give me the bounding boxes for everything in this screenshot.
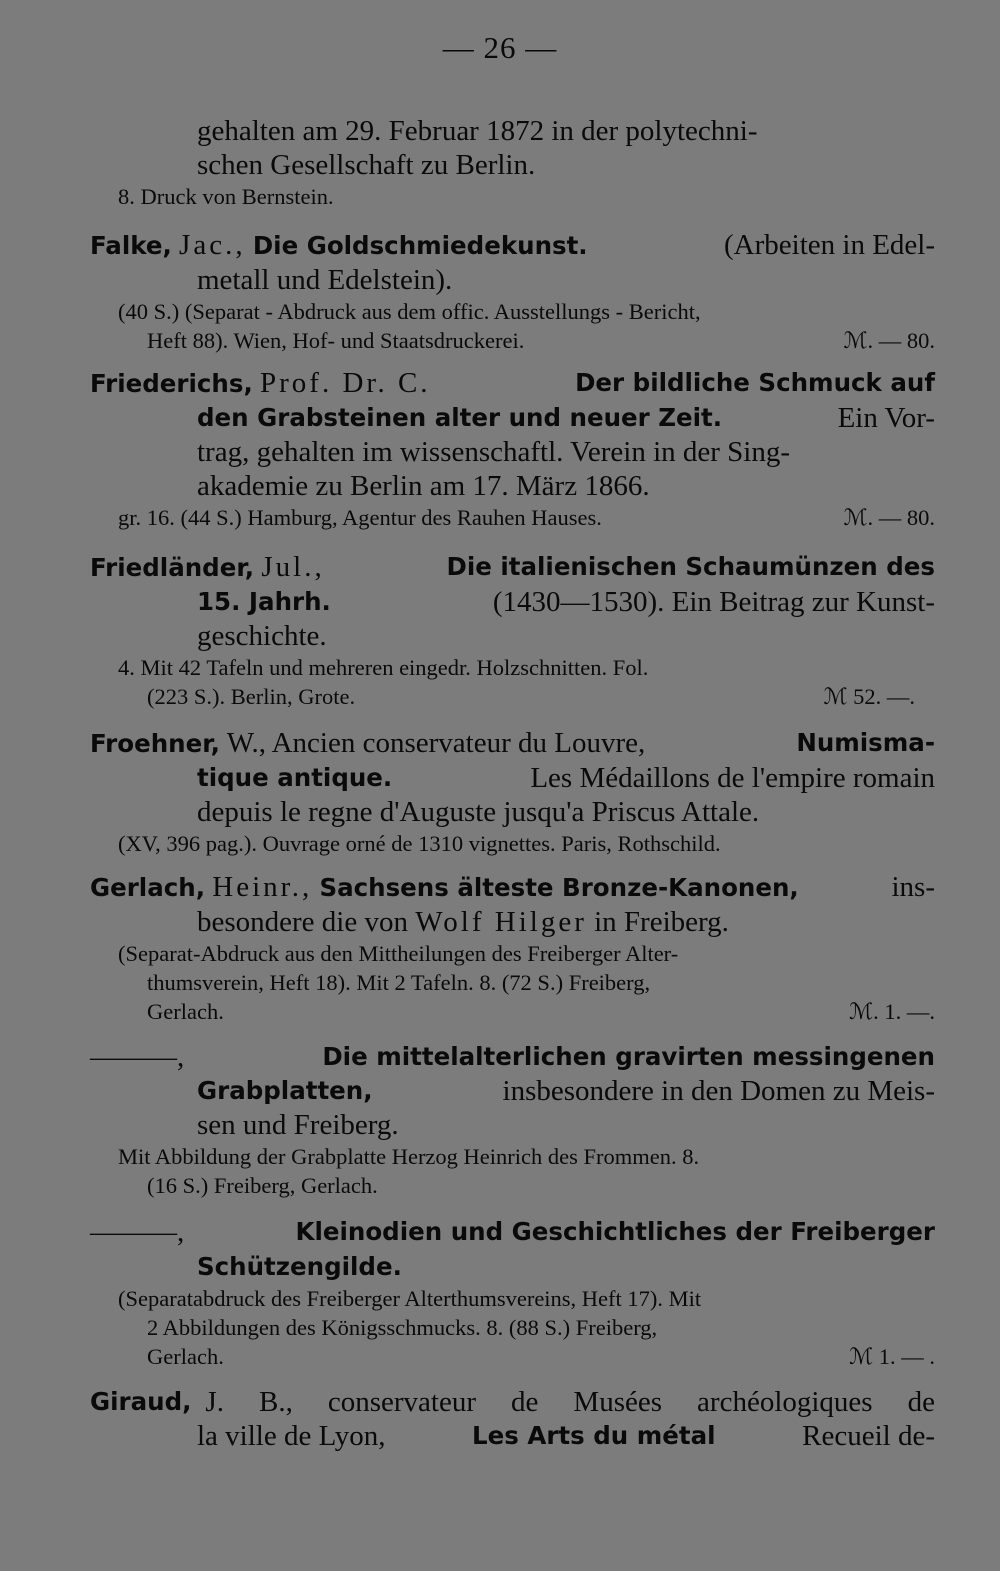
publication-note (90, 326, 935, 355)
entry-text: besondere die von (197, 906, 408, 938)
entry-text-line: metall und Edelstein). (197, 264, 453, 296)
entry-text-line: schen Gesellschaft zu Berlin. (197, 149, 536, 181)
price: ℳ. — 80. (843, 328, 935, 353)
entry-text: J. B., conservateur de Musées archéologiques de (205, 1386, 935, 1418)
author-name: Falke, (90, 231, 172, 260)
publication-note: (40 S.) (Separat - Abdruck aus dem offic. Ausstellungs - Bericht, (118, 299, 701, 324)
author-name: Friedländer, (90, 553, 255, 582)
price: ℳ. — 80. (843, 505, 935, 530)
work-title: Die italienischen Schaumünzen des (446, 552, 935, 581)
work-title: Grabplatten, (197, 1076, 373, 1105)
entry-text-line: sen und Freiberg. (197, 1109, 399, 1141)
publication-note: 2 Abbildungen des Königsschmucks. 8. (88 S.) Freiberg, (147, 1315, 658, 1340)
entry-heading-line (90, 726, 935, 761)
author-firstname: Heinr., (212, 871, 313, 903)
entry-text-line: geschichte. (197, 620, 327, 652)
entry-text: (1430—1530). Ein Beitrag zur Kunst- (492, 586, 935, 618)
ditto-dash: ———, (90, 1216, 185, 1248)
work-title: Sachsens älteste Bronze-Kanonen, (319, 873, 799, 902)
work-title: Les Arts du métal (472, 1421, 716, 1450)
entry-text: ins- (891, 871, 935, 903)
entry-continuation (90, 114, 935, 211)
publication-note (90, 503, 935, 532)
publication-note: (Separat-Abdruck aus den Mittheilungen des Freiberger Alter- (118, 941, 679, 966)
author-firstname: Jul., (261, 551, 325, 583)
publication-note-text: gr. 16. (44 S.) Hamburg, Agentur des Rauhen Hauses. (118, 505, 602, 530)
publication-note: (16 S.) Freiberg, Gerlach. (147, 1173, 378, 1198)
publication-note: thumsverein, Heft 18). Mit 2 Tafeln. 8. (72 S.) Freiberg, (147, 970, 651, 995)
entry-heading-line (90, 1215, 935, 1249)
ditto-dash: ———, (90, 1041, 185, 1073)
page-number: — 26 — (442, 30, 558, 65)
person-name: Wolf Hilger (415, 906, 587, 938)
entry-text: Les Médaillons de l'empire romain (530, 762, 935, 794)
work-title: Numisma- (796, 728, 935, 757)
entry-friederichs (90, 366, 935, 532)
work-title: Der bildliche Schmuck auf (575, 368, 935, 397)
entry-grabplatten (90, 1040, 935, 1200)
entry-heading-line (90, 870, 935, 905)
author-name: Gerlach, (90, 873, 206, 902)
work-title: tique antique. (197, 763, 393, 792)
entry-text-line (90, 905, 935, 939)
entry-text: la ville de Lyon, (197, 1420, 386, 1452)
author-firstname: W., (226, 727, 266, 759)
work-title: 15. Jahrh. (197, 587, 331, 616)
entry-froehner (90, 726, 935, 858)
price: ℳ 52. —. (823, 684, 915, 709)
publication-note: (XV, 396 pag.). Ouvrage orné de 1310 vignettes. Paris, Rothschild. (118, 831, 721, 856)
publication-note (90, 1342, 935, 1371)
entry-heading-line (90, 228, 935, 263)
price: ℳ 1. — . (849, 1344, 935, 1369)
publication-note: 8. Druck von Bernstein. (118, 184, 334, 209)
work-title: Schützengilde. (197, 1252, 402, 1281)
entry-text: insbesondere in den Domen zu Meis- (502, 1075, 935, 1107)
entry-heading-line (90, 366, 935, 401)
entry-text: Recueil de- (802, 1420, 935, 1452)
entry-heading-line (90, 550, 935, 585)
author-firstname: Jac., (179, 229, 246, 261)
entry-text-line: depuis le regne d'Auguste jusqu'a Priscus Attale. (197, 796, 760, 828)
author-name: Froehner, (90, 729, 220, 758)
entry-text-line (90, 1419, 935, 1453)
author-firstname: Prof. Dr. C. (260, 367, 431, 399)
publication-note: 4. Mit 42 Tafeln und mehreren eingedr. Holzschnitten. Fol. (118, 655, 649, 680)
publication-note (90, 997, 935, 1026)
work-title: Die Goldschmiedekunst. (252, 231, 588, 260)
publication-note: Mit Abbildung der Grabplatte Herzog Heinrich des Frommen. 8. (118, 1144, 700, 1169)
entry-text: Ancien conservateur du Louvre, (271, 727, 646, 759)
publication-note: (Separatabdruck des Freiberger Alterthumsvereins, Heft 17). Mit (118, 1286, 702, 1311)
entry-text-line (90, 585, 935, 619)
publication-note-text: Gerlach. (147, 1344, 224, 1369)
work-title: Kleinodien und Geschichtliches der Freiberger (295, 1217, 935, 1246)
entry-text: (Arbeiten in Edel- (724, 229, 935, 261)
entry-text: in Freiberg. (594, 906, 729, 938)
price: ℳ. 1. —. (849, 999, 935, 1024)
entry-text-line: akademie zu Berlin am 17. März 1866. (197, 470, 650, 502)
work-title: Die mittelalterlichen gravirten messingenen (322, 1042, 935, 1071)
work-title: den Grabsteinen alter und neuer Zeit. (197, 403, 723, 432)
entry-giraud (90, 1385, 935, 1453)
publication-note-text: Heft 88). Wien, Hof- und Staatsdruckerei. (147, 328, 525, 353)
publication-note-text: (223 S.). Berlin, Grote. (147, 684, 356, 709)
author-name: Friederichs, (90, 369, 253, 398)
entry-text-line (90, 1074, 935, 1108)
entry-text-line (90, 401, 935, 435)
entry-text-line (90, 761, 935, 795)
entry-kleinodien (90, 1215, 935, 1371)
entry-friedlaender (90, 550, 935, 711)
entry-text-line: trag, gehalten im wissenschaftl. Verein in der Sing- (197, 436, 791, 468)
entry-heading-line (90, 1040, 935, 1074)
author-name: Giraud, (90, 1387, 192, 1416)
entry-falke (90, 228, 935, 355)
entry-text-line: gehalten am 29. Februar 1872 in der polytechni- (197, 115, 758, 147)
entry-text-line (90, 1249, 935, 1284)
entry-gerlach (90, 870, 935, 1026)
entry-text: Ein Vor- (837, 402, 935, 434)
publication-note (90, 682, 935, 711)
entry-heading-line (90, 1385, 935, 1419)
publication-note-text: Gerlach. (147, 999, 224, 1024)
